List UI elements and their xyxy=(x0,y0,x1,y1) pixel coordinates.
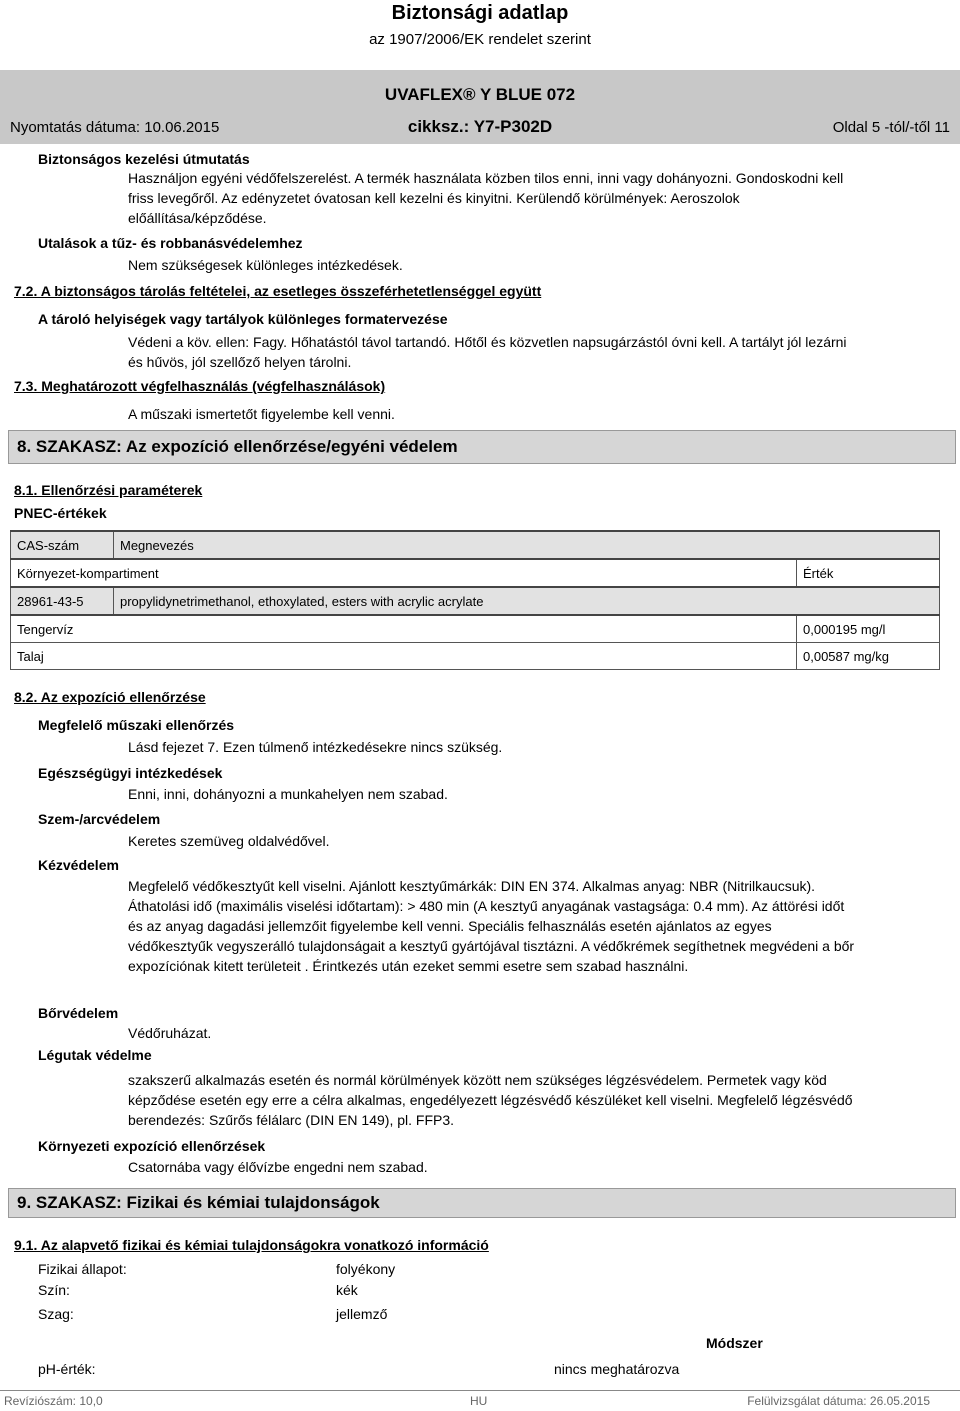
ph-value: nincs meghatározva xyxy=(554,1361,680,1377)
section-7-2-title: 7.2. A biztonságos tárolás feltételei, az esetleges összeférhetetlenséggel együtt xyxy=(14,283,542,299)
fire-protection-title: Utalások a tűz- és robbanásvédelemhez xyxy=(38,235,303,251)
color-value: kék xyxy=(336,1282,358,1298)
color-label: Szín: xyxy=(38,1282,70,1298)
odor-value: jellemző xyxy=(336,1306,388,1322)
substance-row xyxy=(11,587,940,615)
print-date: Nyomtatás dátuma: 10.06.2015 xyxy=(10,119,220,136)
hygiene-text: Enni, inni, dohányozni a munkahelyen nem szabad. xyxy=(128,786,448,802)
odor-label: Szag: xyxy=(38,1306,74,1322)
table-row xyxy=(11,643,940,670)
header-cas: CAS-szám xyxy=(11,531,114,559)
regulation-subtitle: az 1907/2006/EK rendelet szerint xyxy=(369,31,591,48)
article-number: cikksz.: Y7-P302D xyxy=(407,117,553,136)
skin-protection-text: Védőruházat. xyxy=(128,1025,212,1041)
section-9-1-title: 9.1. Az alapvető fizikai és kémiai tulajdonságokra vonatkozó információ xyxy=(14,1237,489,1253)
storage-title: A tároló helyiségek vagy tartályok különleges formatervezése xyxy=(38,311,448,327)
table-header-row-2 xyxy=(11,559,940,587)
respiratory-protection-text: szakszerű alkalmazás esetén és normál körülmények között nem szükséges légzésvédelem. Permetek vagy köd képződése esetén egy erre a célra alkalmas, engedélyezett légzésvédő készüléket kell viselni. Megfelelő légzésvédő berendezés: Szűrős félálarc (DIN EN 149), pl. FFP3. xyxy=(128,1072,853,1128)
physical-state-label: Fizikai állapot: xyxy=(38,1261,127,1277)
section-8-bar: 8. SZAKASZ: Az expozíció ellenőrzése/egyéni védelem xyxy=(8,430,956,464)
section-9-bar: 9. SZAKASZ: Fizikai és kémiai tulajdonságok xyxy=(8,1188,956,1218)
document-title: Biztonsági adatlap xyxy=(391,2,569,24)
header-compartment: Környezet-kompartiment xyxy=(11,559,797,587)
environmental-exposure-text: Csatornába vagy élővízbe engedni nem szabad. xyxy=(128,1159,428,1175)
table-row xyxy=(11,615,940,643)
section-7-3-title: 7.3. Meghatározott végfelhasználás (végfelhasználások) xyxy=(14,378,386,394)
section-8-2-title: 8.2. Az expozíció ellenőrzése xyxy=(14,689,206,705)
respiratory-protection-title: Légutak védelme xyxy=(38,1047,152,1063)
product-name: UVAFLEX® Y BLUE 072 xyxy=(384,85,576,104)
storage-text: Védeni a köv. ellen: Fagy. Hőhatástól távol tartandó. Hőtől és közvetlen napsugárzástól óvni kell. A tartályt jól lezárni és hűvös, jól szellőző helyen tárolni. xyxy=(128,334,847,370)
footer-divider xyxy=(0,1390,960,1391)
engineering-controls-text: Lásd fejezet 7. Ezen túlmenő intézkedésekre nincs szükség. xyxy=(128,739,503,755)
table-header-row xyxy=(11,531,940,559)
substance-name: propylidynetrimethanol, ethoxylated, esters with acrylic acrylate xyxy=(114,587,940,615)
hand-protection-text: Megfelelő védőkesztyűt kell viselni. Ajánlott kesztyűmárkák: DIN EN 374. Alkalmas anyag: NBR (Nitrilkaucsuk). Áthatolási idő (maximális viselési időtartam): > 480 min (A kesztyű anyagának vastagsága: 0.4 mm). Az áttörési időt és az anyag dagadási jellemzőit figyelembe kell venni. Speciális felhasználás esetén ajánlatos az egyes védőkesztyűk vegyszerálló tulajdonságait a kesztyű gyártójával tisztázni. A védőkrémek segíthetnek megvédeni a bőr expozíciónak kitett területeit . Érintkezés után ezeket semmi esetre sem szabad használni. xyxy=(128,878,855,974)
physical-state-value: folyékony xyxy=(336,1261,396,1277)
ph-label: pH-érték: xyxy=(38,1361,96,1377)
method-header: Módszer xyxy=(706,1335,763,1351)
hygiene-title: Egészségügyi intézkedések xyxy=(38,765,223,781)
eye-protection-text: Keretes szemüveg oldalvédővel. xyxy=(128,833,330,849)
revision-number: Revíziószám: 10,0 xyxy=(4,1394,103,1408)
safe-handling-title: Biztonságos kezelési útmutatás xyxy=(38,151,250,167)
engineering-controls-title: Megfelelő műszaki ellenőrzés xyxy=(38,717,235,733)
review-date: Felülvizsgálat dátuma: 26.05.2015 xyxy=(747,1394,930,1408)
section-8-1-title: 8.1. Ellenőrzési paraméterek xyxy=(14,482,203,498)
language-code: HU xyxy=(470,1394,488,1408)
compartment-cell: Tengervíz xyxy=(11,615,797,643)
section-7-3-text: A műszaki ismertetőt figyelembe kell venni. xyxy=(128,406,395,422)
value-cell: 0,000195 mg/l xyxy=(797,615,940,643)
header-name: Megnevezés xyxy=(114,531,940,559)
eye-protection-title: Szem-/arcvédelem xyxy=(38,811,161,827)
value-cell: 0,00587 mg/kg xyxy=(797,643,940,670)
header-value: Érték xyxy=(797,559,940,587)
safe-handling-text: Használjon egyéni védőfelszerelést. A termék használata közben tilos enni, inni vagy dohányozni. Gondoskodni kell friss levegőről. Az edényzetet óvatosan kell kezelni és kinyitni. Kerülendő körülmények: Aeroszolok előállítása/képződése. xyxy=(128,170,844,226)
cas-number: 28961-43-5 xyxy=(11,587,114,615)
page-number: Oldal 5 -tól/-től 11 xyxy=(832,119,950,136)
skin-protection-title: Bőrvédelem xyxy=(38,1005,119,1021)
compartment-cell: Talaj xyxy=(11,643,797,670)
environmental-exposure-title: Környezeti expozíció ellenőrzések xyxy=(38,1138,266,1154)
fire-protection-text: Nem szükségesek különleges intézkedések. xyxy=(128,257,403,273)
pnec-table xyxy=(10,530,940,670)
hand-protection-title: Kézvédelem xyxy=(38,857,119,873)
pnec-title: PNEC-értékek xyxy=(14,505,107,521)
